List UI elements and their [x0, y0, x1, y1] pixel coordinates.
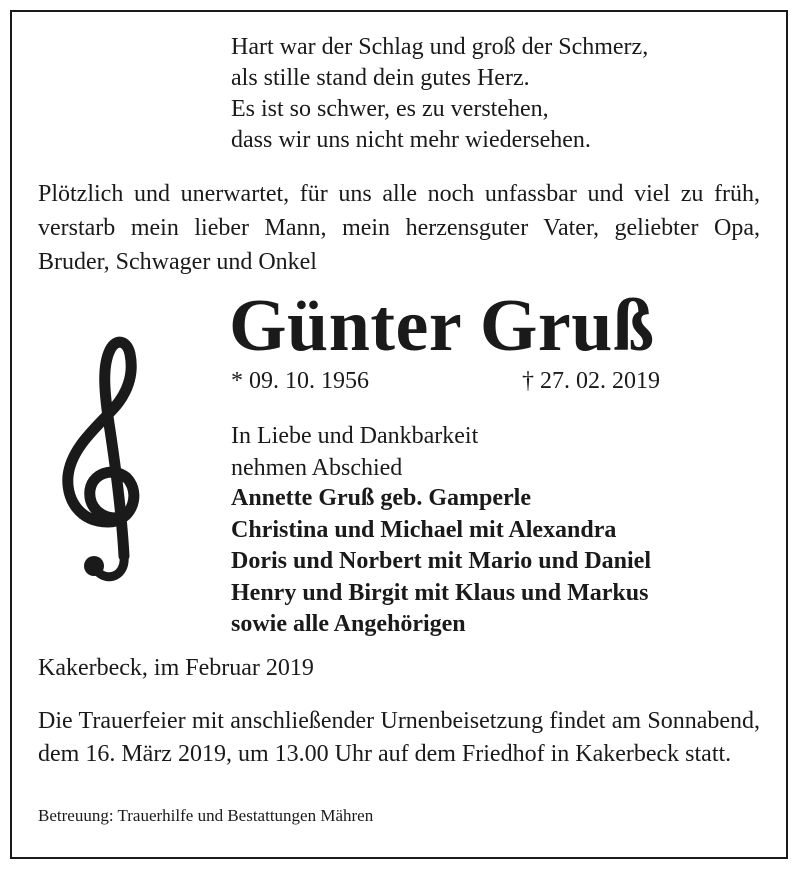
service-info: Die Trauerfeier mit anschließender Urnenbeisetzung findet am Sonnabend, dem 16. März 2019, um 13.00 Uhr auf dem Friedhof in Kakerbeck statt.	[38, 708, 760, 767]
mourner-line: Christina und Michael mit Alexandra	[231, 516, 617, 543]
mourners-list	[231, 483, 651, 641]
poem-line: als stille stand dein gutes Herz.	[231, 65, 530, 91]
death-date: † 27. 02. 2019	[522, 368, 660, 394]
poem	[231, 32, 648, 156]
poem-line: dass wir uns nicht mehr wiedersehen.	[231, 127, 591, 153]
treble-clef-icon	[58, 330, 158, 590]
deceased-name: Günter Gruß	[229, 285, 655, 367]
farewell-text	[231, 420, 478, 484]
intro-text: Plötzlich und unerwartet, für uns alle noch unfassbar und viel zu früh, verstarb mein lieber Mann, mein herzensguter Vater, geliebter Opa, Bruder, Schwager und Onkel	[38, 181, 760, 275]
birth-date: * 09. 10. 1956	[231, 368, 369, 394]
mourner-line: sowie alle Angehörigen	[231, 611, 466, 637]
poem-line: Es ist so schwer, es zu verstehen,	[231, 96, 549, 122]
poem-line: Hart war der Schlag und groß der Schmerz,	[231, 34, 649, 60]
mourner-line: Annette Gruß geb. Gamperle	[231, 485, 531, 511]
care-credit: Betreuung: Trauerhilfe und Bestattungen Mähren	[38, 806, 374, 825]
farewell-line: In Liebe und Dankbarkeit	[231, 423, 479, 449]
farewell-line: nehmen Abschied	[231, 455, 403, 481]
mourner-line: Doris und Norbert mit Mario und Daniel	[231, 548, 651, 574]
mourner-line: Henry und Birgit mit Klaus und Markus	[231, 579, 649, 606]
place-date: Kakerbeck, im Februar 2019	[38, 655, 314, 681]
